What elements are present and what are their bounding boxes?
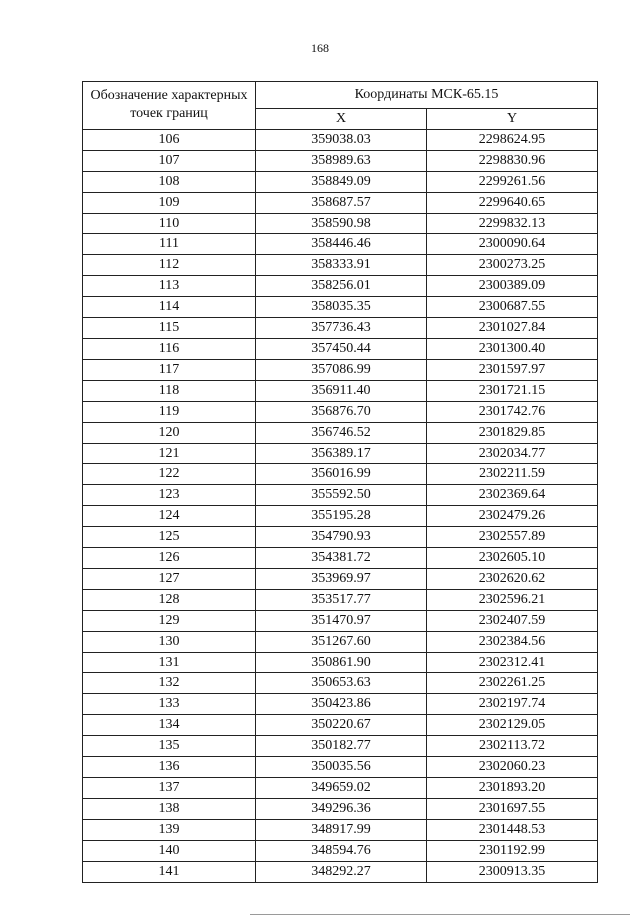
cell-point-number: 124 [83, 506, 256, 527]
cell-y-coordinate: 2302211.59 [427, 464, 598, 485]
table-row [83, 652, 598, 673]
cell-x-coordinate: 356746.52 [256, 422, 427, 443]
cell-y-coordinate: 2299640.65 [427, 192, 598, 213]
table-row [83, 548, 598, 569]
table-row [83, 380, 598, 401]
table-row [83, 234, 598, 255]
cell-point-number: 110 [83, 213, 256, 234]
table-row [83, 485, 598, 506]
header-x: X [256, 109, 427, 130]
cell-x-coordinate: 359038.03 [256, 129, 427, 150]
cell-point-number: 132 [83, 673, 256, 694]
cell-x-coordinate: 351470.97 [256, 610, 427, 631]
table-body [83, 129, 598, 882]
cell-point-number: 107 [83, 150, 256, 171]
cell-y-coordinate: 2302479.26 [427, 506, 598, 527]
cell-y-coordinate: 2302557.89 [427, 527, 598, 548]
cell-y-coordinate: 2301742.76 [427, 401, 598, 422]
cell-point-number: 119 [83, 401, 256, 422]
cell-y-coordinate: 2300273.25 [427, 255, 598, 276]
header-coordinates-system: Координаты МСК-65.15 [256, 82, 598, 109]
table-row [83, 757, 598, 778]
table-row [83, 819, 598, 840]
cell-x-coordinate: 349659.02 [256, 778, 427, 799]
table-header [83, 82, 598, 130]
cell-point-number: 134 [83, 715, 256, 736]
cell-y-coordinate: 2301697.55 [427, 798, 598, 819]
cell-x-coordinate: 348594.76 [256, 840, 427, 861]
cell-x-coordinate: 357736.43 [256, 318, 427, 339]
table-row [83, 150, 598, 171]
cell-point-number: 108 [83, 171, 256, 192]
cell-x-coordinate: 357086.99 [256, 359, 427, 380]
cell-x-coordinate: 350653.63 [256, 673, 427, 694]
cell-point-number: 121 [83, 443, 256, 464]
cell-y-coordinate: 2301829.85 [427, 422, 598, 443]
cell-y-coordinate: 2302620.62 [427, 568, 598, 589]
cell-point-number: 131 [83, 652, 256, 673]
table-row [83, 715, 598, 736]
cell-point-number: 115 [83, 318, 256, 339]
cell-x-coordinate: 353969.97 [256, 568, 427, 589]
cell-point-number: 136 [83, 757, 256, 778]
table-row [83, 318, 598, 339]
cell-point-number: 116 [83, 338, 256, 359]
cell-x-coordinate: 358849.09 [256, 171, 427, 192]
cell-point-number: 111 [83, 234, 256, 255]
table-row [83, 443, 598, 464]
cell-y-coordinate: 2300913.35 [427, 861, 598, 882]
cell-point-number: 139 [83, 819, 256, 840]
cell-y-coordinate: 2301192.99 [427, 840, 598, 861]
cell-point-number: 127 [83, 568, 256, 589]
cell-y-coordinate: 2302197.74 [427, 694, 598, 715]
page-number: 168 [311, 41, 329, 55]
cell-y-coordinate: 2302369.64 [427, 485, 598, 506]
table-row [83, 422, 598, 443]
cell-x-coordinate: 350182.77 [256, 736, 427, 757]
cell-y-coordinate: 2301027.84 [427, 318, 598, 339]
cell-point-number: 113 [83, 276, 256, 297]
table-row [83, 778, 598, 799]
table-row [83, 527, 598, 548]
cell-point-number: 126 [83, 548, 256, 569]
cell-point-number: 137 [83, 778, 256, 799]
table-row [83, 736, 598, 757]
table-row [83, 338, 598, 359]
table-row [83, 171, 598, 192]
cell-x-coordinate: 358989.63 [256, 150, 427, 171]
header-y: Y [427, 109, 598, 130]
cell-x-coordinate: 358687.57 [256, 192, 427, 213]
cell-point-number: 130 [83, 631, 256, 652]
table-row [83, 840, 598, 861]
table-row [83, 798, 598, 819]
cell-x-coordinate: 353517.77 [256, 589, 427, 610]
cell-x-coordinate: 358333.91 [256, 255, 427, 276]
cell-x-coordinate: 358256.01 [256, 276, 427, 297]
cell-x-coordinate: 356911.40 [256, 380, 427, 401]
cell-point-number: 140 [83, 840, 256, 861]
table-row [83, 297, 598, 318]
table-row [83, 589, 598, 610]
cell-point-number: 125 [83, 527, 256, 548]
cell-x-coordinate: 358035.35 [256, 297, 427, 318]
cell-y-coordinate: 2299261.56 [427, 171, 598, 192]
cell-y-coordinate: 2301597.97 [427, 359, 598, 380]
table-row [83, 506, 598, 527]
table-row [83, 673, 598, 694]
coordinates-table [82, 81, 598, 883]
cell-x-coordinate: 357450.44 [256, 338, 427, 359]
cell-point-number: 133 [83, 694, 256, 715]
table-row [83, 631, 598, 652]
cell-point-number: 129 [83, 610, 256, 631]
header-point-designation: Обозначение характерных точек границ [83, 82, 256, 130]
cell-point-number: 117 [83, 359, 256, 380]
table-row [83, 255, 598, 276]
cell-y-coordinate: 2302596.21 [427, 589, 598, 610]
table-row [83, 276, 598, 297]
cell-point-number: 122 [83, 464, 256, 485]
cell-y-coordinate: 2302312.41 [427, 652, 598, 673]
cell-x-coordinate: 350035.56 [256, 757, 427, 778]
cell-point-number: 135 [83, 736, 256, 757]
cell-point-number: 128 [83, 589, 256, 610]
cell-x-coordinate: 354790.93 [256, 527, 427, 548]
cell-point-number: 118 [83, 380, 256, 401]
cell-x-coordinate: 348917.99 [256, 819, 427, 840]
cell-y-coordinate: 2298830.96 [427, 150, 598, 171]
cell-y-coordinate: 2302384.56 [427, 631, 598, 652]
table-row [83, 861, 598, 882]
cell-point-number: 138 [83, 798, 256, 819]
cell-x-coordinate: 351267.60 [256, 631, 427, 652]
cell-x-coordinate: 356389.17 [256, 443, 427, 464]
cell-y-coordinate: 2300090.64 [427, 234, 598, 255]
cell-point-number: 141 [83, 861, 256, 882]
cell-x-coordinate: 348292.27 [256, 861, 427, 882]
cell-y-coordinate: 2301448.53 [427, 819, 598, 840]
table-row [83, 610, 598, 631]
cell-y-coordinate: 2302113.72 [427, 736, 598, 757]
cell-y-coordinate: 2298624.95 [427, 129, 598, 150]
cell-x-coordinate: 349296.36 [256, 798, 427, 819]
table-row [83, 401, 598, 422]
table-row [83, 568, 598, 589]
header-row-top [83, 82, 598, 109]
cell-y-coordinate: 2302129.05 [427, 715, 598, 736]
cell-y-coordinate: 2302261.25 [427, 673, 598, 694]
table-row [83, 129, 598, 150]
cell-x-coordinate: 356016.99 [256, 464, 427, 485]
table-row [83, 192, 598, 213]
table-row [83, 464, 598, 485]
cell-x-coordinate: 350220.67 [256, 715, 427, 736]
cell-y-coordinate: 2301721.15 [427, 380, 598, 401]
cell-x-coordinate: 355195.28 [256, 506, 427, 527]
cell-point-number: 106 [83, 129, 256, 150]
table-row [83, 213, 598, 234]
cell-y-coordinate: 2301893.20 [427, 778, 598, 799]
cell-x-coordinate: 355592.50 [256, 485, 427, 506]
cell-point-number: 123 [83, 485, 256, 506]
cell-point-number: 112 [83, 255, 256, 276]
cell-y-coordinate: 2302605.10 [427, 548, 598, 569]
table-row [83, 359, 598, 380]
cell-x-coordinate: 350423.86 [256, 694, 427, 715]
table-row [83, 694, 598, 715]
cell-x-coordinate: 356876.70 [256, 401, 427, 422]
cell-x-coordinate: 354381.72 [256, 548, 427, 569]
cell-y-coordinate: 2301300.40 [427, 338, 598, 359]
cell-y-coordinate: 2299832.13 [427, 213, 598, 234]
cell-x-coordinate: 350861.90 [256, 652, 427, 673]
cell-x-coordinate: 358590.98 [256, 213, 427, 234]
page-bottom-rule [250, 914, 630, 915]
cell-y-coordinate: 2302407.59 [427, 610, 598, 631]
cell-point-number: 120 [83, 422, 256, 443]
cell-x-coordinate: 358446.46 [256, 234, 427, 255]
cell-point-number: 114 [83, 297, 256, 318]
cell-y-coordinate: 2302060.23 [427, 757, 598, 778]
cell-point-number: 109 [83, 192, 256, 213]
cell-y-coordinate: 2300687.55 [427, 297, 598, 318]
cell-y-coordinate: 2302034.77 [427, 443, 598, 464]
cell-y-coordinate: 2300389.09 [427, 276, 598, 297]
